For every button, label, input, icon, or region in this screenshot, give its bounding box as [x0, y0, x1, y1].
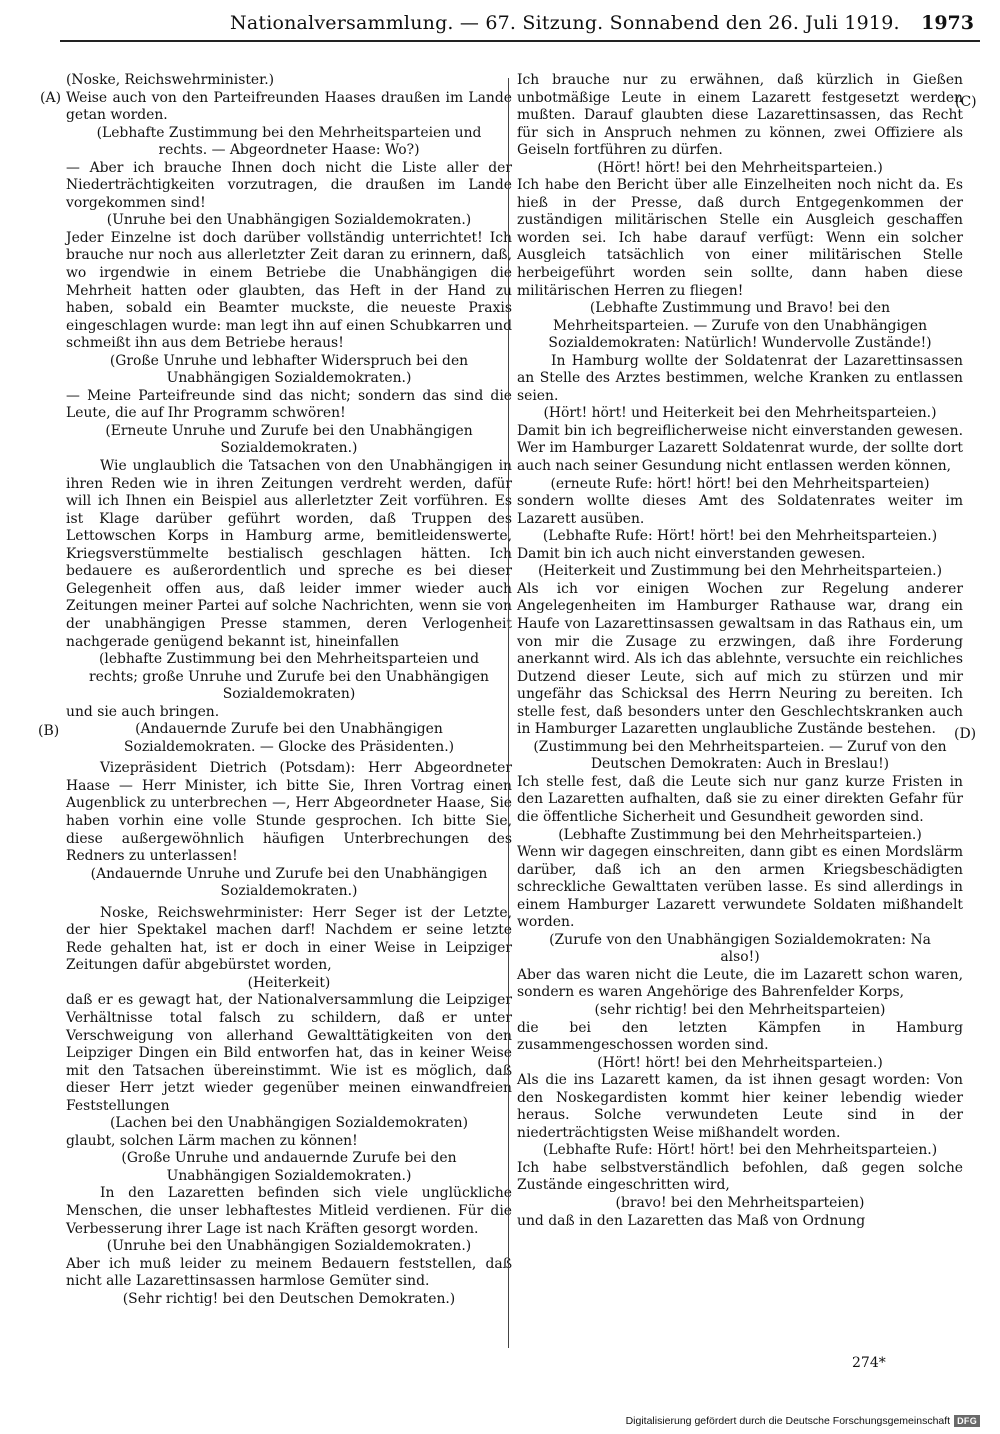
margin-mark-c: (C): [955, 94, 977, 110]
left-column: [66, 72, 512, 1308]
dfg-logo: DFG: [954, 1415, 980, 1427]
signature-mark: 274*: [852, 1355, 886, 1371]
paragraph: Wie unglaublich die Tatsachen von den Unabhängigen in ihren Reden wie in ihren Zeitungen verdreht werden, dafür will ich Ihnen ein Beispiel aus allerletzter Zeit vorführen. Es ist Klage darüber geführt worden, daß Truppen des Lettowschen Korps in Hamburg arme, bemitleidenswerte, Kriegsverstümmelte bestialisch geschlagen hätten. Ich bedauere es außerordentlich und spreche es bei dieser Gelegenheit offen aus, daß leider immer wieder auch Zeitungen meiner Partei auf solche Nachrichten, wenn sie von der unabhängigen Presse stammen, deren Verlogenheit nachgerade genügend bekannt ist, hineinfallen: [66, 458, 512, 650]
interjection: (Große Unruhe und andauernde Zurufe bei den Unabhängigen Sozialdemokraten.): [121, 1150, 457, 1184]
interjection: (Unruhe bei den Unabhängigen Sozialdemokraten.): [106, 212, 472, 229]
paragraph: Wenn wir dagegen einschreiten, dann gibt es einen Mordslärm darüber, daß ich an den armen Kriegsbeschädigten schreckliche Gewalttaten verüben lasse. Es sind allerdings in einem Hamburger Lazarett verwundete Soldaten mißhandelt worden.: [517, 844, 963, 931]
paragraph: Damit bin ich begreiflicherweise nicht einverstanden gewesen. Wer im Hamburger Lazarett Soldatenrat wurde, der sollte dort auch nach seiner Gesundung nicht entlassen werden können,: [517, 422, 963, 475]
margin-mark-d: (D): [954, 726, 977, 742]
paragraph: Vizepräsident Dietrich (Potsdam): Herr Abgeordneter Haase — Herr Minister, ich bitte Sie, Ihren Vortrag einen Augenblick zu unterbrechen —, Herr Abgeordneter Haase, Sie haben vorhin eine volle Stunde gesprochen. Ich bitte Sie, diese außergewöhnlich häufigen Unterbrechungen des Redners zu unterlassen!: [66, 760, 512, 865]
paragraph: daß er es gewagt hat, der Nationalversammlung die Leipziger Verhältnisse total falsch zu schildern, daß er unter Verschweigung von allerhand Gewalttätigkeiten von den Leipziger Dingen ein Bild entworfen hat, das in keiner Weise mit den Tatsachen übereinstimmt. Wie ist es möglich, daß dieser Herr jetzt wieder gegenüber meinen einwandfreien Feststellungen: [66, 992, 512, 1114]
header-rule: [60, 40, 980, 42]
interjection: (Heiterkeit und Zustimmung bei den Mehrheitsparteien.): [537, 563, 943, 580]
paragraph: und daß in den Lazaretten das Maß von Ordnung: [517, 1212, 866, 1229]
interjection: (Lebhafte Zustimmung bei den Mehrheitsparteien.): [558, 826, 922, 843]
paragraph: Damit bin ich auch nicht einverstanden gewesen.: [517, 545, 866, 562]
page-number: 1973: [921, 12, 974, 34]
paragraph: Als die ins Lazarett kamen, da ist ihnen gesagt worden: Von den Noskegardisten kommt hier keiner lebendig wieder heraus. Solche verwundeten Leute sind in der niederträchtigsten Weise mißhandelt worden.: [517, 1072, 963, 1141]
paragraph: Ich habe den Bericht über alle Einzelheiten noch nicht da. Es hieß in der Presse, daß durch Entgegenkommen der zuständigen militärischen Stelle ein Ausgleich geschaffen worden sei. Ich habe darauf verfügt: Wenn ein solcher Ausgleich tatsächlich von einer militärischen Stelle herbeigeführt worden sein sollte, dann haben diese militärischen Herren zu fliegen!: [517, 177, 963, 299]
page-header: [20, 8, 980, 68]
interjection: (Hört! hört! bei den Mehrheitsparteien.): [597, 1054, 883, 1071]
paragraph: sondern wollte dieses Amt des Soldatenrates weiter im Lazarett ausüben.: [517, 493, 963, 527]
paragraph: Ich habe selbstverständlich befohlen, daß gegen solche Zustände eingeschritten wird,: [517, 1159, 963, 1194]
interjection: (Andauernde Zurufe bei den Unabhängigen Sozialdemokraten. — Glocke des Präsidenten.): [123, 721, 455, 755]
running-title: Nationalversammlung. — 67. Sitzung. Sonnabend den 26. Juli 1919.: [230, 12, 900, 34]
paragraph: Als ich vor einigen Wochen zur Regelung anderer Angelegenheiten im Hamburger Rathause war, drang ein Haufe von Lazarettinsassen gewaltsam in das Rathaus ein, um von mir die Zusage zu erzwingen, daß ihre Forderung anerkannt wird. Als ich das ablehnte, versuchte ein reichliches Dutzend dieser Leute, sich auf mich zu stürzen und mir ungefähr das Schicksal des Herrn Neuring zu bereiten. Ich stelle fest, daß besonders unter den Geschlechtskranken auch in Hamburger Lazaretten unglaubliche Zustände bestehen.: [517, 580, 963, 738]
interjection: (Erneute Unruhe und Zurufe bei den Unabhängigen Sozialdemokraten.): [105, 422, 473, 457]
interjection: (Zustimmung bei den Mehrheitsparteien. — Zuruf von den Deutschen Demokraten: Auch in Breslau!): [533, 738, 947, 773]
interjection: (Lachen bei den Unabhängigen Sozialdemokraten): [109, 1115, 468, 1132]
footer-credit: Digitalisierung gefördert durch die Deutsche Forschungsgemeinschaft: [625, 1415, 951, 1427]
paragraph: Weise auch von den Parteifreunden Haases draußen im Lande getan worden.: [66, 89, 512, 124]
interjection: (Unruhe bei den Unabhängigen Sozialdemokraten.): [106, 1238, 472, 1255]
interjection: (Zurufe von den Unabhängigen Sozialdemokraten: Na also!): [549, 931, 931, 966]
paragraph: (Noske, Reichswehrminister.): [66, 72, 275, 88]
paragraph: glaubt, solchen Lärm machen zu können!: [66, 1132, 358, 1149]
interjection: (bravo! bei den Mehrheitsparteien): [615, 1195, 865, 1211]
interjection: (Sehr richtig! bei den Deutschen Demokraten.): [122, 1290, 456, 1307]
column-divider: [508, 78, 509, 1348]
paragraph: — Meine Parteifreunde sind das nicht; sondern das sind die Leute, die auf Ihr Programm schwören!: [66, 387, 512, 422]
interjection: (Lebhafte Rufe: Hört! hört! bei den Mehrheitsparteien.): [542, 528, 938, 545]
interjection: (Große Unruhe und lebhafter Widerspruch bei den Unabhängigen Sozialdemokraten.): [109, 352, 469, 387]
interjection: (lebhafte Zustimmung bei den Mehrheitsparteien und rechts; große Unruhe und Zurufe bei den Unabhängigen Sozialdemokraten): [88, 651, 490, 703]
right-column: [517, 72, 963, 1230]
interjection: (sehr richtig! bei den Mehrheitsparteien): [594, 1001, 886, 1018]
margin-mark-a: (A): [40, 90, 62, 106]
paragraph: Noske, Reichswehrminister: Herr Seger ist der Letzte, der hier Spektakel machen darf! Nachdem er seine letzte Rede gehalten hat, ist er doch in einer Weise in Leipziger Zeitungen dafür abgebürstet worden,: [66, 904, 512, 974]
paragraph: In Hamburg wollte der Soldatenrat der Lazarettinsassen an Stelle des Arztes bestimmen, welche Kranken zu entlassen seien.: [517, 352, 963, 404]
paragraph: Jeder Einzelne ist doch darüber vollständig unterrichtet! Ich brauche nur noch aus allerletzter Zeit daran zu erinnern, daß, wo irgendwie in einem Betriebe die Unabhängigen die Mehrheit hatten oder glaubten, das Heft in der Hand zu haben, sobald ein Beamter muckste, die neueste Praxis eingeschlagen wurde: man legt ihn auf einen Schubkarren und schmeißt ihn aus dem Betriebe heraus!: [66, 229, 512, 352]
paragraph: die bei den letzten Kämpfen in Hamburg zusammengeschossen worden sind.: [517, 1019, 963, 1054]
paragraph: Ich stelle fest, daß die Leute sich nur ganz kurze Fristen in den Lazaretten aufhalten, daß sie zu einer direkten Gefahr für die öffentliche Sicherheit und Gesundheit geworden sind.: [517, 773, 963, 825]
paragraph: Ich brauche nur zu erwähnen, daß kürzlich in Gießen unbotmäßige Leute in einem Lazarett festgesetzt werden mußten. Darauf glaubten diese Lazarettinsassen, das Recht für sich in Anspruch nehmen zu können, zwei Offiziere als Geiseln fortführen zu dürfen.: [517, 72, 963, 159]
interjection: (Lebhafte Rufe: Hört! hört! bei den Mehrheitsparteien.): [542, 1142, 938, 1159]
paragraph: — Aber ich brauche Ihnen doch nicht die Liste aller der Niederträchtigkeiten vorzutragen, die draußen im Lande vorgekommen sind!: [66, 159, 512, 211]
interjection: (Heiterkeit): [247, 974, 331, 991]
paragraph: Aber ich muß leider zu meinem Bedauern feststellen, daß nicht alle Lazarettinsassen harmlose Gemüter sind.: [66, 1255, 512, 1290]
footer: [626, 1415, 980, 1427]
interjection: (Hört! hört! und Heiterkeit bei den Mehrheitsparteien.): [543, 405, 937, 422]
paragraph: Aber das waren nicht die Leute, die im Lazarett schon waren, sondern es waren Angehörige des Bahrenfelder Korps,: [517, 966, 963, 1001]
interjection: (Lebhafte Zustimmung bei den Mehrheitsparteien und rechts. — Abgeordneter Haase: Wo?): [96, 124, 482, 159]
interjection: (erneute Rufe: hört! hört! bei den Mehrheitsparteien): [550, 475, 930, 492]
interjection: (Andauernde Unruhe und Zurufe bei den Unabhängigen Sozialdemokraten.): [90, 865, 488, 900]
paragraph: In den Lazaretten befinden sich viele unglückliche Menschen, die unser lebhaftestes Mitleid verdienen. Für die Verbesserung ihrer Lage ist nach Kräften gesorgt worden.: [66, 1185, 512, 1237]
interjection: (Lebhafte Zustimmung und Bravo! bei den Mehrheitsparteien. — Zurufe von den Unabhängigen Sozialdemokraten: Natürlich! Wundervolle Zustände!): [548, 300, 932, 352]
margin-mark-b: (B): [38, 723, 60, 739]
interjection: (Hört! hört! bei den Mehrheitsparteien.): [597, 159, 883, 176]
paragraph: und sie auch bringen.: [66, 703, 220, 720]
